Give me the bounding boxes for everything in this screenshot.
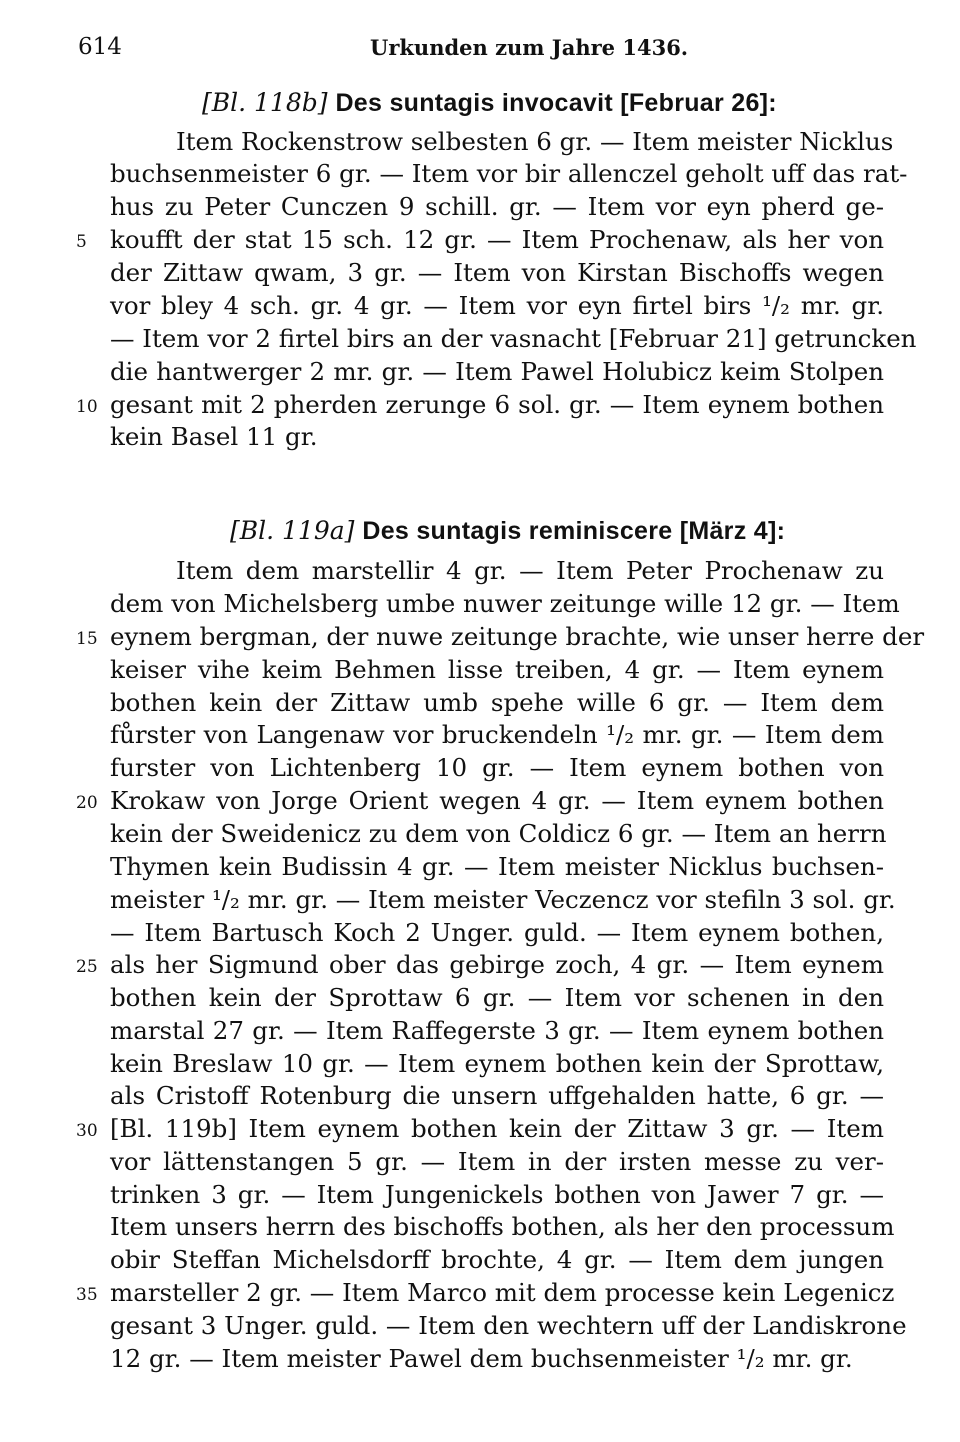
text-line: vor lättenstangen 5 gr. — Item in der irsten messe zu ver- — [110, 1147, 884, 1176]
text-line: — Item Bartusch Koch 2 Unger. guld. — Item eynem bothen, — [110, 918, 884, 947]
text-line: hus zu Peter Cunczen 9 schill. gr. — Item vor eyn pherd ge- — [110, 192, 884, 221]
text-line: [Bl. 119b] Item eynem bothen kein der Zittaw 3 gr. — Item — [110, 1114, 884, 1143]
section-heading-reminiscere — [230, 516, 785, 546]
text-line: gesant 3 Unger. guld. — Item den wechtern uff der Landiskrone — [110, 1311, 907, 1340]
section-heading-invocavit — [202, 88, 777, 118]
page-header-title: Urkunden zum Jahre 1436. — [370, 35, 689, 60]
text-line: gesant mit 2 pherden zerunge 6 sol. gr. — Item eynem bothen — [110, 390, 884, 419]
text-line: fůrster von Langenaw vor bruckendeln ¹/₂ mr. gr. — Item dem — [110, 720, 884, 749]
text-line: als her Sigmund ober das gebirge zoch, 4 gr. — Item eynem — [110, 950, 884, 979]
text-line: eynem bergman, der nuwe zeitunge brachte, wie unser herre der — [110, 622, 925, 651]
folio-reference: [Bl. 118b] — [202, 88, 328, 117]
text-line: buchsenmeister 6 gr. — Item vor bir allenczel geholt uff das rat- — [110, 159, 908, 188]
text-line: obir Steffan Michelsdorff brochte, 4 gr. — Item dem jungen — [110, 1245, 884, 1274]
line-number: 20 — [76, 793, 98, 813]
text-line: kein Breslaw 10 gr. — Item eynem bothen kein der Sprottaw, — [110, 1049, 884, 1078]
text-line: der Zittaw qwam, 3 gr. — Item von Kirstan Bischoffs wegen — [110, 258, 884, 287]
text-line: Krokaw von Jorge Orient wegen 4 gr. — Item eynem bothen — [110, 786, 884, 815]
text-line: Item Rockenstrow selbesten 6 gr. — Item meister Nicklus — [176, 127, 894, 156]
text-line: furster von Lichtenberg 10 gr. — Item eynem bothen von — [110, 753, 884, 782]
folio-reference: [Bl. 119a] — [230, 516, 355, 545]
running-head — [78, 34, 878, 64]
text-line: Item dem marstellir 4 gr. — Item Peter Prochenaw zu — [176, 556, 884, 585]
text-line: kein Basel 11 gr. — [110, 422, 318, 451]
text-line: marsteller 2 gr. — Item Marco mit dem processe kein Legenicz — [110, 1278, 895, 1307]
text-line: kein der Sweidenicz zu dem von Coldicz 6 gr. — Item an herrn — [110, 819, 887, 848]
text-line: vor bley 4 sch. gr. 4 gr. — Item vor eyn firtel birs ¹/₂ mr. gr. — [110, 291, 884, 320]
text-line: 12 gr. — Item meister Pawel dem buchsenmeister ¹/₂ mr. gr. — [110, 1344, 853, 1373]
text-line: Item unsers herrn des bischoffs bothen, als her den processum — [110, 1212, 895, 1241]
text-line: dem von Michelsberg umbe nuwer zeitunge wille 12 gr. — Item — [110, 589, 900, 618]
text-line: koufft der stat 15 sch. 12 gr. — Item Prochenaw, als her von — [110, 225, 884, 254]
text-line: keiser vihe keim Behmen lisse treiben, 4 gr. — Item eynem — [110, 655, 884, 684]
section-heading-text: Des suntagis reminiscere [März 4]: — [362, 517, 786, 545]
text-line: als Cristoff Rotenburg die unsern uffgehalden hatte, 6 gr. — — [110, 1081, 884, 1110]
text-line: marstal 27 gr. — Item Raffegerste 3 gr. — Item eynem bothen — [110, 1016, 884, 1045]
line-number: 15 — [76, 629, 98, 649]
text-line: meister ¹/₂ mr. gr. — Item meister Veczencz vor stefiln 3 sol. gr. — [110, 885, 896, 914]
line-number: 10 — [76, 397, 98, 417]
page-number: 614 — [78, 34, 122, 60]
text-line: trinken 3 gr. — Item Jungenickels bothen von Jawer 7 gr. — — [110, 1180, 884, 1209]
text-line: — Item vor 2 firtel birs an der vasnacht [Februar 21] getruncken — [110, 324, 917, 353]
line-number: 25 — [76, 957, 98, 977]
text-line: bothen kein der Sprottaw 6 gr. — Item vor schenen in den — [110, 983, 884, 1012]
section-heading-text: Des suntagis invocavit [Februar 26]: — [335, 89, 777, 117]
text-line: Thymen kein Budissin 4 gr. — Item meister Nicklus buchsen- — [110, 852, 884, 881]
text-line: bothen kein der Zittaw umb spehe wille 6 gr. — Item dem — [110, 688, 884, 717]
line-number: 35 — [76, 1285, 98, 1305]
text-line: die hantwerger 2 mr. gr. — Item Pawel Holubicz keim Stolpen — [110, 357, 884, 386]
line-number: 5 — [76, 232, 87, 252]
line-number: 30 — [76, 1121, 98, 1141]
